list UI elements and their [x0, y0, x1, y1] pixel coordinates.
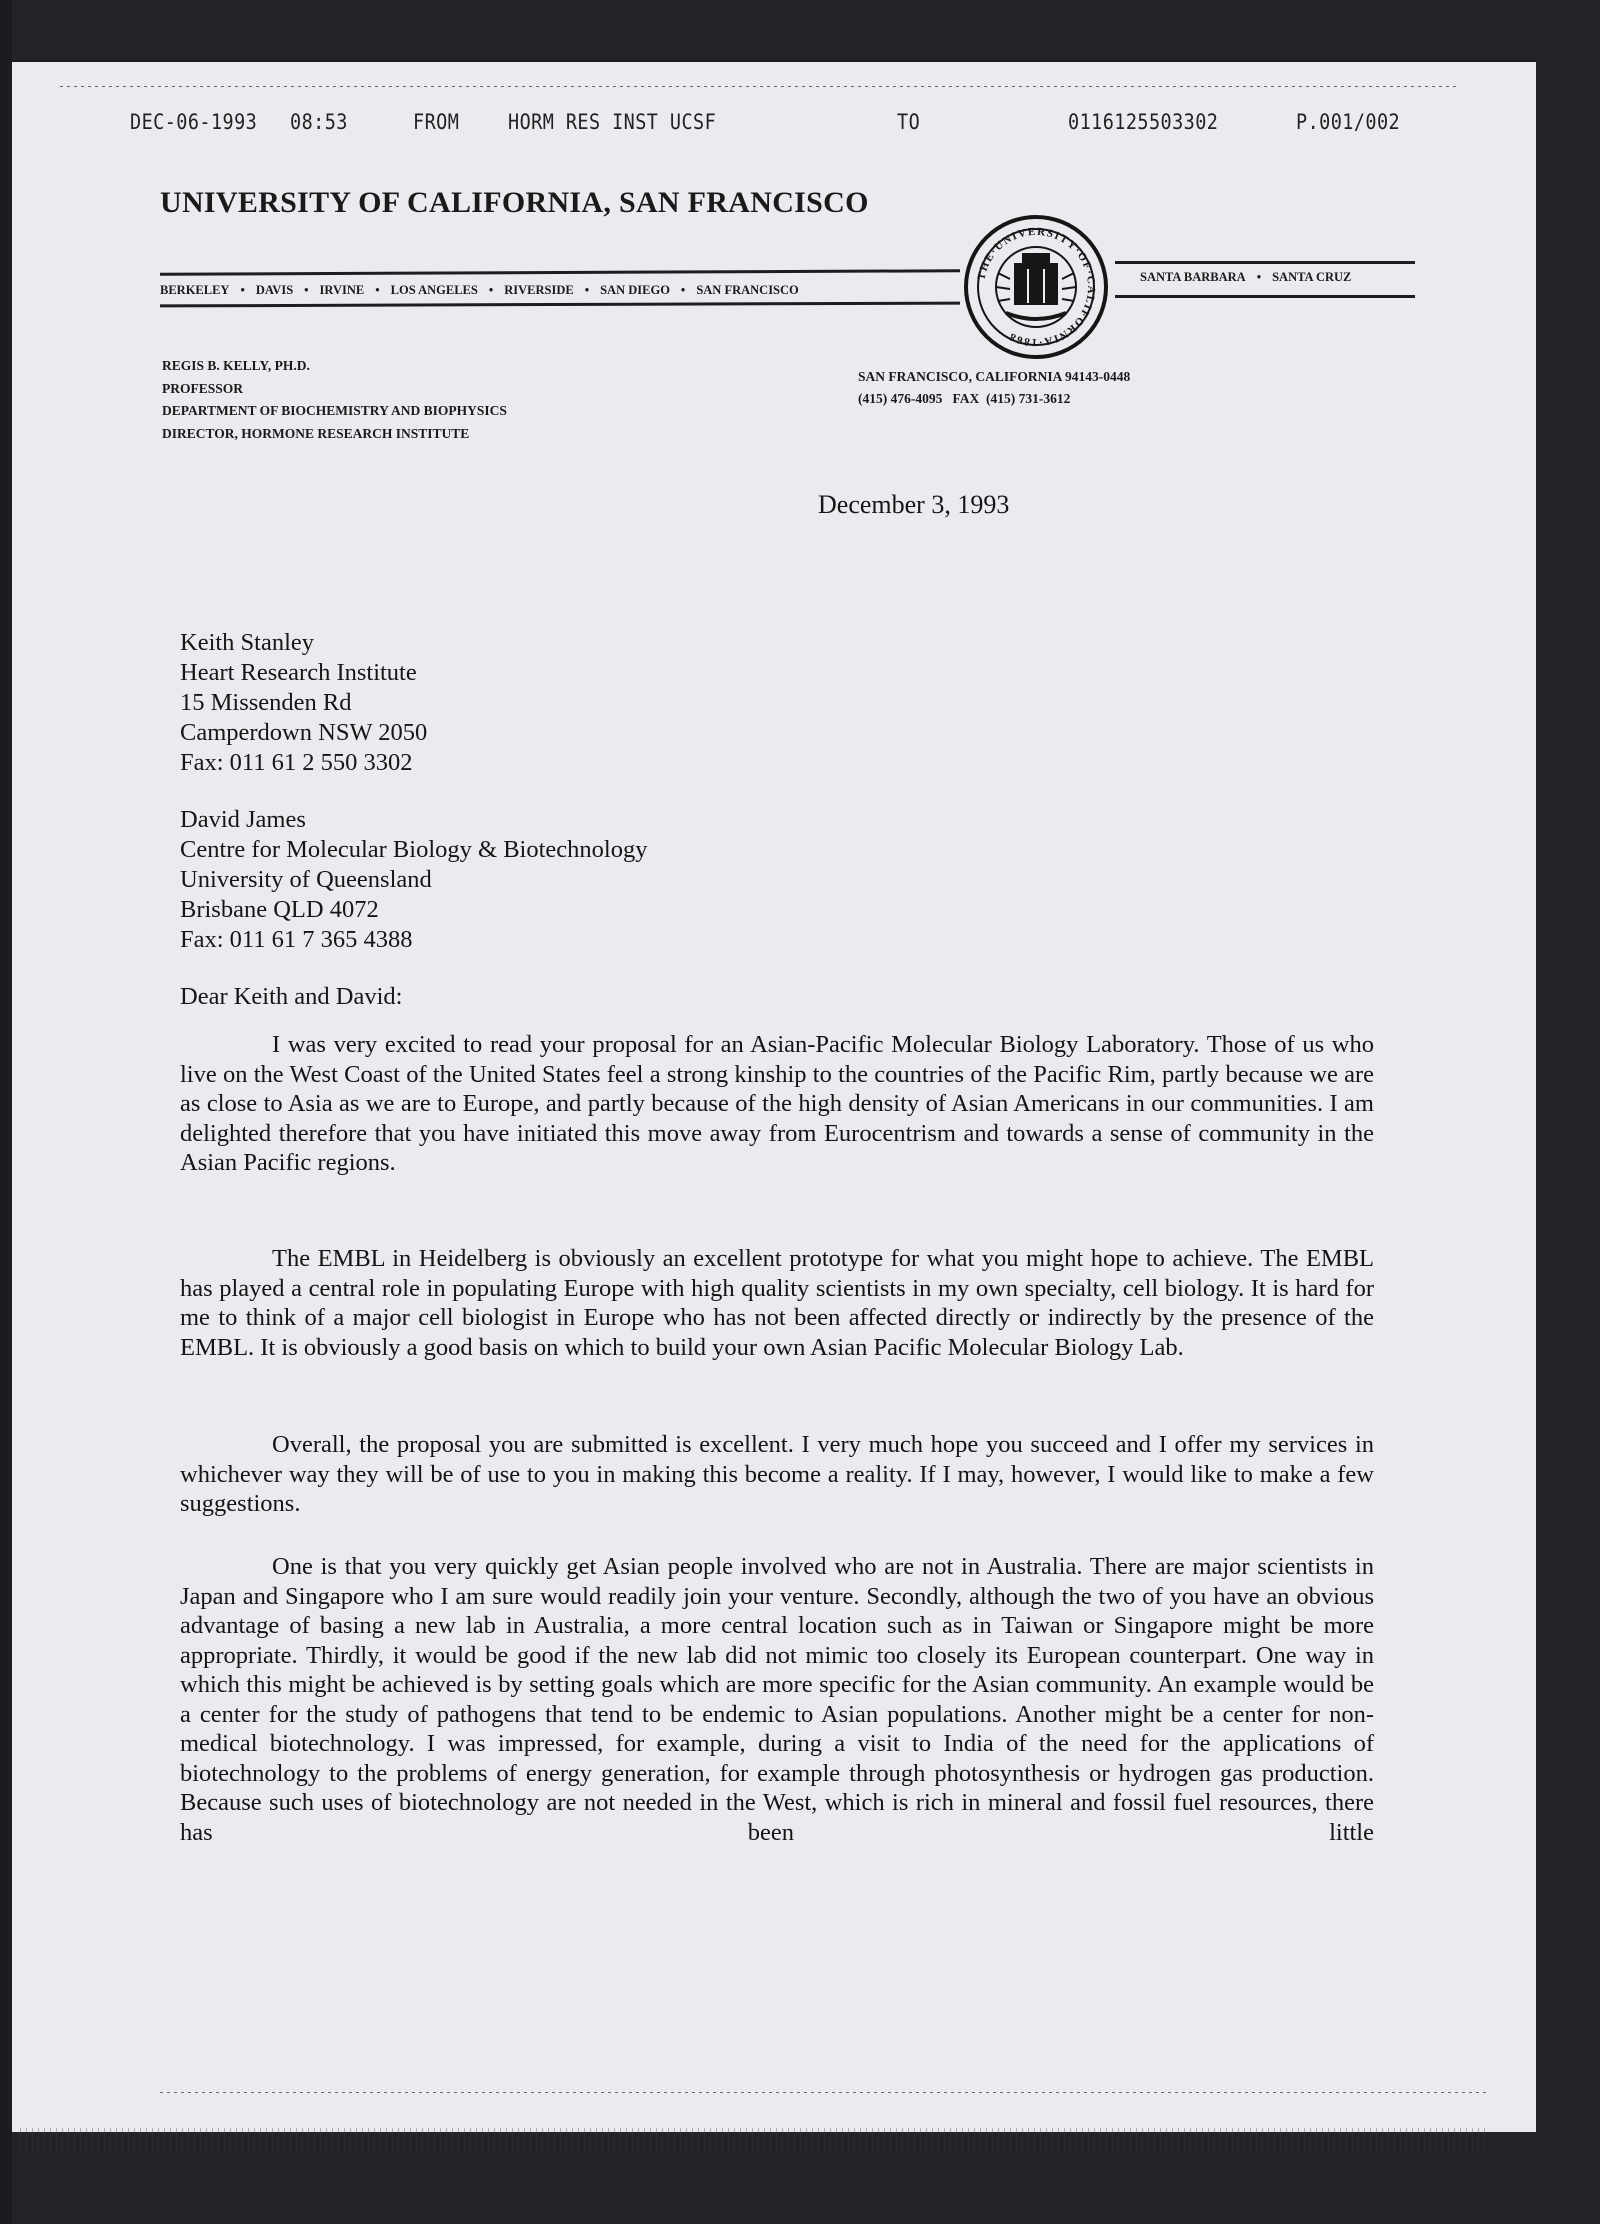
- fax-from-label: FROM: [413, 110, 460, 134]
- recipient-2-city: Brisbane QLD 4072: [180, 896, 379, 923]
- body-paragraph-4: One is that you very quickly get Asian people involved who are not in Australia. There are major scientists in Japan and Singapore who I am sure would readily join your venture. Secondly, although the two of you have an obvious advantage of basing a new lab in Australia, a more central location such as in Taiwan or Singapore might be more appropriate. Thirdly, it would be good if the new lab did not mimic too closely its European counterpart. One way in which this might be achieved is by setting goals which are more specific for the Asian community. An example would be a center for the study of pathogens that tend to be endemic to Asian populations. Another might be a center for non-medical biotechnology. I was impressed, for example, during a visit to India of the need for the applications of biotechnology to the problems of energy generation, for example through photosynthesis or hydrogen gas production. Because such uses of biotechnology are not needed in the West, which is rich in mineral and fossil fuel resources, there has been little: [180, 1553, 1374, 1846]
- recipient-1-street: 15 Missenden Rd: [180, 689, 352, 716]
- campus-santa-barbara: SANTA BARBARA: [1140, 270, 1246, 284]
- fax-page-count: P.001/002: [1296, 110, 1401, 134]
- recipient-address-2: [180, 805, 647, 955]
- campus-list-right: [1140, 270, 1351, 285]
- campus-irvine: IRVINE: [319, 283, 365, 297]
- fax-to-number: 0116125503302: [1068, 110, 1219, 134]
- separator: •: [488, 283, 494, 297]
- body-paragraph-2: The EMBL in Heidelberg is obviously an excellent prototype for what you might hope to achieve. The EMBL has played a central role in populating Europe with high quality scientists in my own specialty, cell biology. It is hard for me to think of a major cell biologist in Europe who has not been affected directly or indirectly by the presence of the EMBL. It is obviously a good basis on which to build your own Asian Pacific Molecular Biology Lab.: [180, 1245, 1374, 1361]
- recipient-2-name: David James: [180, 806, 306, 833]
- separator: •: [304, 283, 309, 297]
- fax-to-label: TO: [897, 110, 921, 134]
- recipient-2-university: University of Queensland: [180, 866, 432, 893]
- university-seal-icon: [962, 213, 1110, 361]
- campus-san-francisco: SAN FRANCISCO: [696, 283, 799, 297]
- body-paragraph-3: Overall, the proposal you are submitted is excellent. I very much hope you succeed and I offer my services in whichever way they will be of use to you in making this become a reality. If I may, however, I would like to make a few suggestions.: [180, 1431, 1374, 1517]
- letterhead-rule-bottom-right: [1115, 295, 1415, 298]
- campus-riverside: RIVERSIDE: [504, 283, 574, 297]
- sender-department: DEPARTMENT OF BIOCHEMISTRY AND BIOPHYSICS: [162, 403, 507, 418]
- fax-time: 08:53: [290, 110, 348, 134]
- separator: •: [680, 283, 686, 297]
- recipient-1-city: Camperdown NSW 2050: [180, 719, 428, 746]
- institution-name: UNIVERSITY OF CALIFORNIA, SAN FRANCISCO: [160, 186, 869, 219]
- separator: •: [375, 283, 380, 297]
- recipient-1-fax: Fax: 011 61 2 550 3302: [180, 749, 413, 776]
- fax-date: DEC-06-1993: [130, 110, 258, 134]
- salutation: Dear Keith and David:: [180, 983, 403, 1010]
- recipient-2-institution: Centre for Molecular Biology & Biotechnology: [180, 836, 648, 863]
- campus-san-diego: SAN DIEGO: [600, 283, 670, 297]
- scan-background-edge: [0, 0, 12, 2224]
- campus-berkeley: BERKELEY: [160, 283, 230, 297]
- body-paragraph-1: I was very excited to read your proposal for an Asian-Pacific Molecular Biology Laboratory. Those of us who live on the West Coast of the United States feel a strong kinship to the countries of the Pacific Rim, partly because we are as close to Asia as we are to Europe, and partly because of the high density of Asian Americans in our communities. I am delighted therefore that you have initiated this move away from Eurocentrism and towards a sense of community in the Asian Pacific regions.: [180, 1031, 1374, 1176]
- separator: •: [1256, 270, 1262, 284]
- letterhead-rule-top-right: [1115, 261, 1415, 264]
- sender-role: DIRECTOR, HORMONE RESEARCH INSTITUTE: [162, 425, 470, 441]
- recipient-address-1: [180, 628, 427, 778]
- recipient-1-name: Keith Stanley: [180, 629, 315, 656]
- sender-name: REGIS B. KELLY, PH.D.: [162, 358, 310, 373]
- sender-phone-fax: (415) 476-4095 FAX (415) 731-3612: [858, 391, 1071, 406]
- campus-santa-cruz: SANTA CRUZ: [1272, 270, 1352, 284]
- separator: •: [240, 283, 245, 297]
- recipient-1-institution: Heart Research Institute: [180, 659, 417, 686]
- sender-city: SAN FRANCISCO, CALIFORNIA 94143-0448: [858, 369, 1131, 384]
- campus-los-angeles: LOS ANGELES: [390, 283, 478, 297]
- fax-noise-bottom-band: [20, 2128, 1490, 2152]
- separator: •: [584, 283, 590, 297]
- recipient-2-fax: Fax: 011 61 7 365 4388: [180, 926, 413, 953]
- sender-address-block: [858, 366, 1130, 410]
- svg-text:THE·UNIVERSITY·OF·CALIFORNIA·1: THE·UNIVERSITY·OF·CALIFORNIA·1868: [975, 225, 1098, 349]
- fax-from: HORM RES INST UCSF: [508, 110, 717, 134]
- fax-noise-bottom-line: [160, 2092, 1490, 2093]
- campus-davis: DAVIS: [255, 283, 294, 297]
- sender-title: PROFESSOR: [162, 380, 244, 396]
- letter-date: December 3, 1993: [818, 490, 1010, 519]
- fax-noise-top: [60, 86, 1460, 87]
- campus-list-left: [160, 283, 799, 298]
- sender-block: [162, 355, 507, 445]
